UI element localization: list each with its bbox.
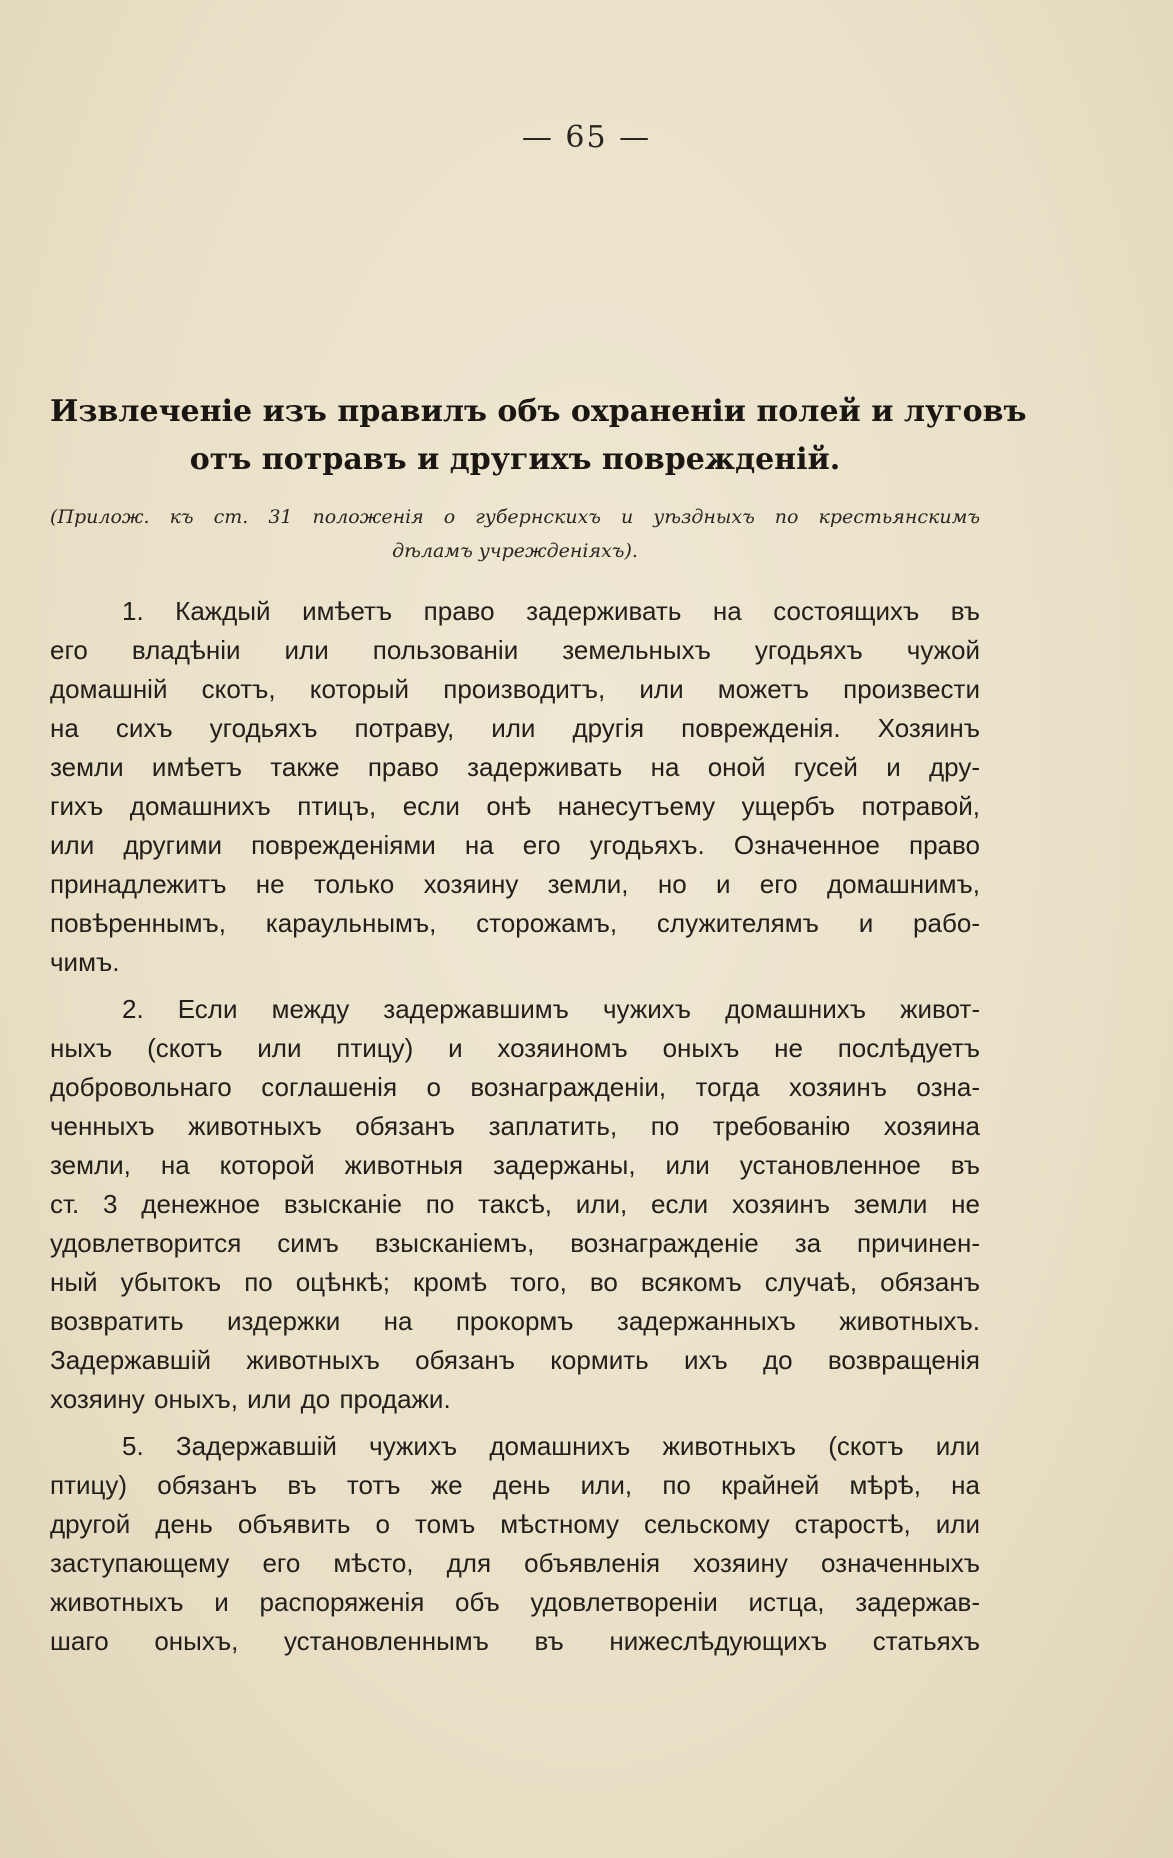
text-line: ныхъ (скотъ или птицу) и хозяиномъ оныхъ не послѣдуетъ (50, 1033, 980, 1063)
appendix-reference (50, 500, 980, 568)
text-line: земли имѣетъ также право задерживать на оной гусей и дру- (50, 752, 980, 782)
text-line: возвратить издержки на прокормъ задержанныхъ животныхъ. (50, 1306, 980, 1336)
title-line-2: отъ потравъ и другихъ поврежденій. (189, 442, 841, 477)
body-text (50, 592, 980, 1669)
paragraph-3 (50, 1427, 980, 1661)
subtitle-line-1: (Прилож. къ ст. 31 положенія о губернскихъ и уѣздныхъ по крестьянскимъ (50, 506, 980, 528)
section-title (50, 388, 1027, 484)
subtitle-line-2: дѣламъ учрежденіяхъ). (392, 540, 638, 562)
text-line: шаго оныхъ, установленнымъ въ нижеслѣдующихъ статьяхъ (50, 1626, 980, 1656)
text-line: 2. Если между задержавшимъ чужихъ домашнихъ живот- (122, 994, 980, 1024)
text-line: добровольнаго соглашенія о вознагражденіи, тогда хозяинъ озна- (50, 1072, 980, 1102)
paragraph-1 (50, 592, 980, 982)
text-line: или другими поврежденіями на его угодьяхъ. Означенное право (50, 830, 980, 860)
text-line: хозяину оныхъ, или до продажи. (50, 1384, 451, 1414)
page-number: — 65 — (521, 120, 652, 155)
text-line: земли, на которой животныя задержаны, или установленное въ (50, 1150, 980, 1180)
text-line: Задержавшій животныхъ обязанъ кормить ихъ до возвращенія (50, 1345, 980, 1375)
text-line: другой день объявить о томъ мѣстному сельскому старостѣ, или (50, 1509, 980, 1539)
text-line: его владѣніи или пользованіи земельныхъ угодьяхъ чужой (50, 635, 980, 665)
text-line: принадлежитъ не только хозяину земли, но и его домашнимъ, (50, 869, 980, 899)
text-line: животныхъ и распоряженія объ удовлетвореніи истца, задержав- (50, 1587, 980, 1617)
text-line: удовлетворится симъ взысканіемъ, вознагражденіе за причинен- (50, 1228, 980, 1258)
text-line: повѣреннымъ, караульнымъ, сторожамъ, служителямъ и рабо- (50, 908, 980, 938)
text-line: домашній скотъ, который производитъ, или можетъ произвести (50, 674, 980, 704)
text-line: птицу) обязанъ въ тотъ же день или, по крайней мѣрѣ, на (50, 1470, 980, 1500)
text-line: на сихъ угодьяхъ потраву, или другія поврежденія. Хозяинъ (50, 713, 980, 743)
title-line-1: Извлеченіе изъ правилъ объ охраненіи полей и луговъ (50, 394, 1027, 429)
text-line: ный убытокъ по оцѣнкѣ; кромѣ того, во всякомъ случаѣ, обязанъ (50, 1267, 980, 1297)
text-line: заступающему его мѣсто, для объявленія хозяину означенныхъ (50, 1548, 980, 1578)
text-line: ст. 3 денежное взысканіе по таксѣ, или, если хозяинъ земли не (50, 1189, 980, 1219)
text-line: 5. Задержавшій чужихъ домашнихъ животныхъ (скотъ или (122, 1431, 980, 1461)
text-line: гихъ домашнихъ птицъ, если онѣ нанесутъему ущербъ потравой, (50, 791, 980, 821)
text-line: чимъ. (50, 947, 120, 977)
text-line: ченныхъ животныхъ обязанъ заплатить, по требованію хозяина (50, 1111, 980, 1141)
text-line: 1. Каждый имѣетъ право задерживать на состоящихъ въ (122, 596, 980, 626)
paragraph-2 (50, 990, 980, 1419)
